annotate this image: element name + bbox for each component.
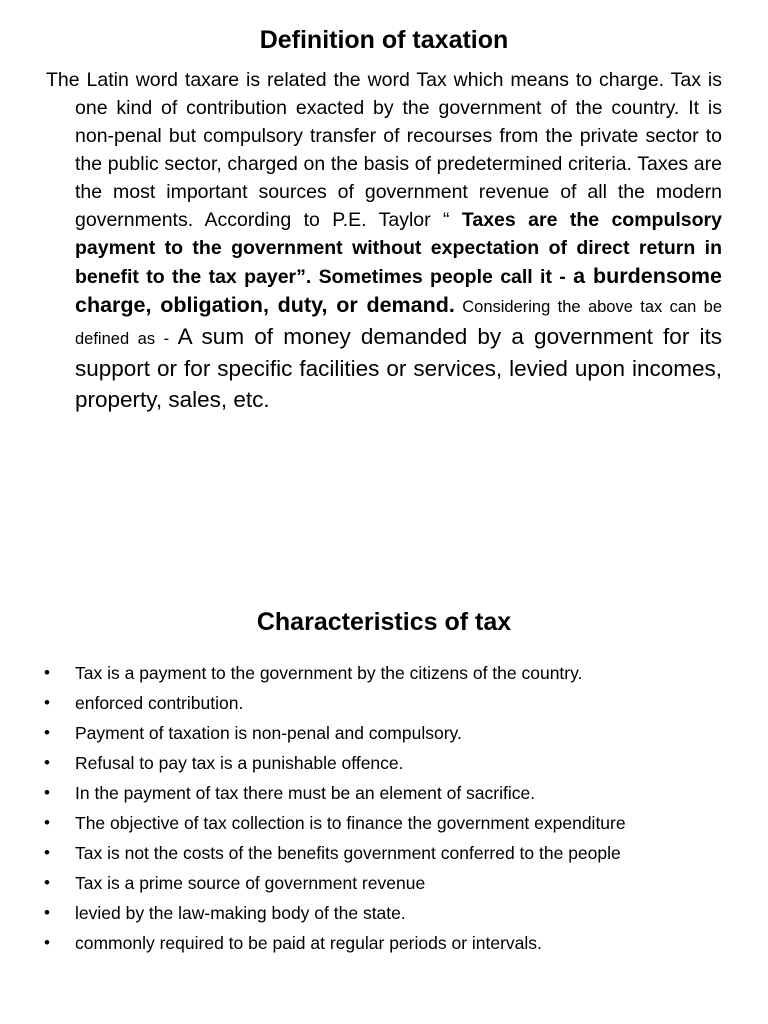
characteristics-list bbox=[0, 658, 768, 958]
bullet-icon: • bbox=[44, 783, 50, 802]
list-item-text: levied by the law-making body of the state. bbox=[75, 903, 406, 923]
characteristics-title: Characteristics of tax bbox=[256, 608, 512, 636]
list-item-text: enforced contribution. bbox=[75, 693, 244, 713]
list-item bbox=[0, 718, 768, 748]
list-item bbox=[0, 898, 768, 928]
list-item bbox=[0, 838, 768, 868]
list-item bbox=[0, 868, 768, 898]
bullet-icon: • bbox=[44, 723, 50, 742]
list-item bbox=[0, 748, 768, 778]
list-item-text: Tax is a prime source of government revenue bbox=[75, 873, 426, 893]
bullet-icon: • bbox=[44, 843, 50, 862]
bullet-icon: • bbox=[44, 933, 50, 952]
definition-paragraph bbox=[0, 66, 768, 415]
burdensome-phrase: a burdensome charge, obligation, duty, or demand. bbox=[75, 264, 723, 317]
bullet-icon: • bbox=[44, 873, 50, 892]
list-item bbox=[0, 928, 768, 958]
definition-title: Definition of taxation bbox=[259, 26, 509, 54]
considering-text: Considering the above tax can be defined as - bbox=[75, 298, 722, 348]
tax-definition-text: A sum of money demanded by a government for its support or for specific facilities or services, levied upon incomes, property, sales, etc. bbox=[75, 324, 722, 412]
definition-text: The Latin word taxare is related the word Tax which means to charge. Tax is one kind of contribution exacted by the government of the country. It is non-penal but compulsory transfer of recourses from the private sector to the public sector, charged on the basis of predetermined criteria. Taxes are the most important sources of government revenue of all the modern governments. According to P.E. Taylor “ bbox=[46, 69, 722, 231]
bullet-icon: • bbox=[44, 753, 50, 772]
bullet-icon: • bbox=[44, 903, 50, 922]
list-item-text: The objective of tax collection is to finance the government expenditure bbox=[75, 813, 626, 833]
taylor-quote: Taxes are the compulsory payment to the government without expectation of direct return in benefit to the tax payer”. Sometimes people call it - bbox=[75, 209, 722, 288]
list-item-text: Payment of taxation is non-penal and compulsory. bbox=[75, 723, 462, 743]
list-item bbox=[0, 778, 768, 808]
bullet-icon: • bbox=[44, 663, 50, 682]
list-item-text: commonly required to be paid at regular periods or intervals. bbox=[75, 933, 542, 953]
list-item bbox=[0, 808, 768, 838]
list-item-text: Tax is not the costs of the benefits government conferred to the people bbox=[75, 843, 621, 863]
bullet-icon: • bbox=[44, 693, 50, 712]
list-item-text: In the payment of tax there must be an element of sacrifice. bbox=[75, 783, 536, 803]
list-item bbox=[0, 658, 768, 688]
bullet-icon: • bbox=[44, 813, 50, 832]
list-item bbox=[0, 688, 768, 718]
list-item-text: Tax is a payment to the government by the citizens of the country. bbox=[75, 663, 583, 683]
slide-characteristics bbox=[0, 512, 768, 1024]
list-item-text: Refusal to pay tax is a punishable offence. bbox=[75, 753, 404, 773]
